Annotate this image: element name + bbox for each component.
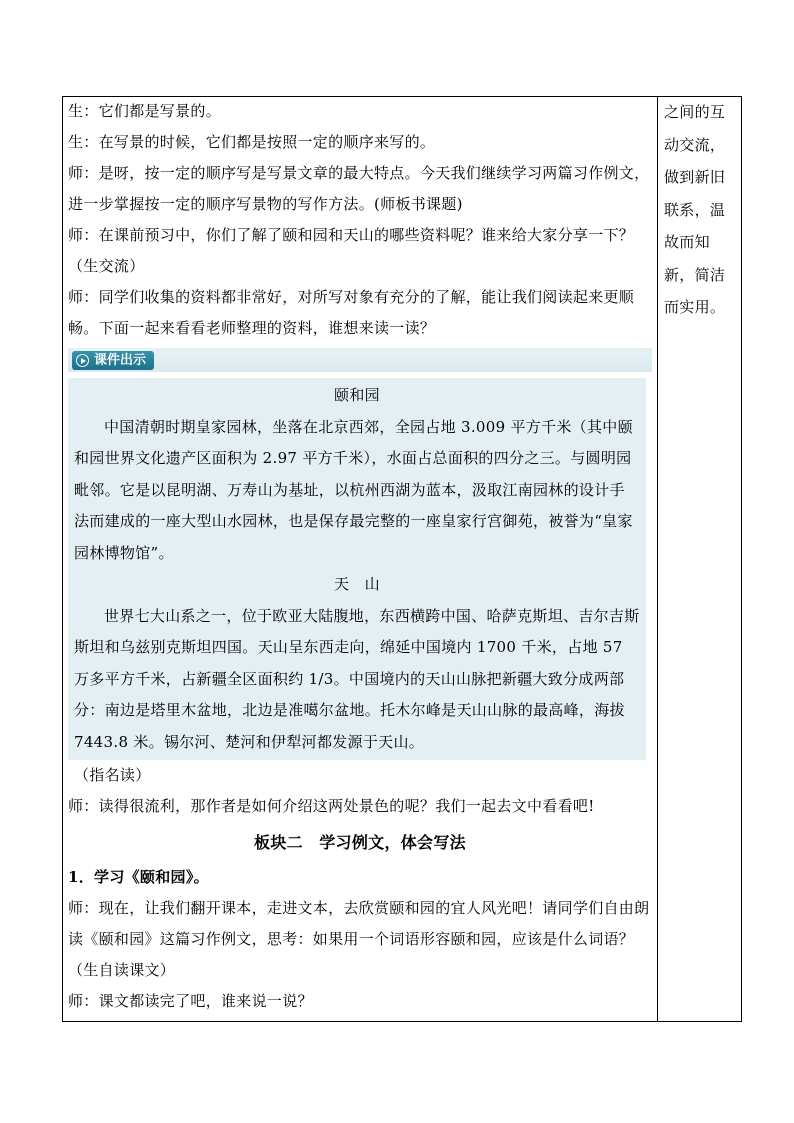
courseware-banner xyxy=(68,348,652,376)
dialogue-line: 师：同学们收集的资料都非常好，对所写对象有充分的了解，能让我们阅读起来更顺畅。下面一起来看看老师整理的资料，谁想来读一读？ xyxy=(68,288,635,337)
side-note-line: 故而知 xyxy=(664,233,710,251)
dialogue-line: 师：现在，让我们翻开课本，走进文本，去欣赏颐和园的宜人风光吧！请同学们自由朗读《颐和园》这篇习作例文，思考：如果用一个词语形容颐和园，应该是什么词语？（生自读课文） xyxy=(68,899,650,979)
box-title-yiheyuan: 颐和园 xyxy=(334,386,380,404)
play-icon xyxy=(76,354,89,367)
side-note-line: 之间的互 xyxy=(664,103,726,121)
main-column xyxy=(68,96,652,1017)
courseware-box xyxy=(68,378,646,760)
side-note-line: 联系，温 xyxy=(664,200,726,219)
section-heading: 板块二 学习例文，体会写法 xyxy=(254,833,466,852)
box-title-tianshan: 天 山 xyxy=(334,575,380,593)
side-note-line: 做到新旧 xyxy=(664,168,726,186)
side-note-line: 动交流， xyxy=(664,135,726,154)
box-para-tianshan: 世界七大山系之一，位于欧亚大陆腹地，东西横跨中国、哈萨克斯坦、吉尔吉斯斯坦和乌兹别克斯坦四国。天山呈东西走向，绵延中国境内 1700 千米，占地 57 万多平方千米，占新疆全区面积约 1/3。中国境内的天山山脉把新疆大致分成两部分：南边是塔里木盆地，北边是准噶尔盆地。托木尔峰是天山山脉的最高峰，海拔 7443.8 米。锡尔河、楚河和伊犁河都发源于天山。 xyxy=(74,606,640,751)
column-divider xyxy=(657,96,658,1022)
courseware-label: 课件出示 xyxy=(94,353,147,368)
dialogue-line: 生：它们都是写景的。 xyxy=(68,102,222,120)
courseware-tag xyxy=(72,351,154,370)
dialogue-line: 生：在写景的时候，它们都是按照一定的顺序来写的。 xyxy=(68,133,436,151)
side-note-line: 而实用。 xyxy=(664,298,726,316)
dialogue-line: 师：课文都读完了吧，谁来说一说？ xyxy=(68,992,313,1010)
instruction-line: （指名读） xyxy=(74,766,151,784)
side-column xyxy=(664,96,736,324)
side-note-line: 新，简洁 xyxy=(664,265,726,284)
dialogue-line: 师：读得很流利，那作者是如何介绍这两处景色的呢？我们一起去文中看看吧! xyxy=(68,797,595,815)
box-para-yiheyuan: 中国清朝时期皇家园林，坐落在北京西郊，全园占地 3.009 平方千米（其中颐和园世界文化遗产区面积为 2.97 平方千米），水面占总面积的四分之三。与圆明园毗邻。它是以昆明湖、万寿山为基址，以杭州西湖为蓝本，汲取江南园林的设计手法而建成的一座大型山水园林，也是保存最完整的一座皇家行宫御苑，被誉为“皇家园林博物馆”。 xyxy=(74,417,633,562)
dialogue-line: 师：是呀，按一定的顺序写是写景文章的最大特点。今天我们继续学习两篇习作例文，进一步掌握按一定的顺序写景物的写作方法。(师板书课题) xyxy=(68,164,650,213)
dialogue-line: 师：在课前预习中，你们了解了颐和园和天山的哪些资料呢？谁来给大家分享一下？（生交流） xyxy=(68,226,635,275)
item-heading: 1．学习《颐和园》。 xyxy=(68,868,209,886)
